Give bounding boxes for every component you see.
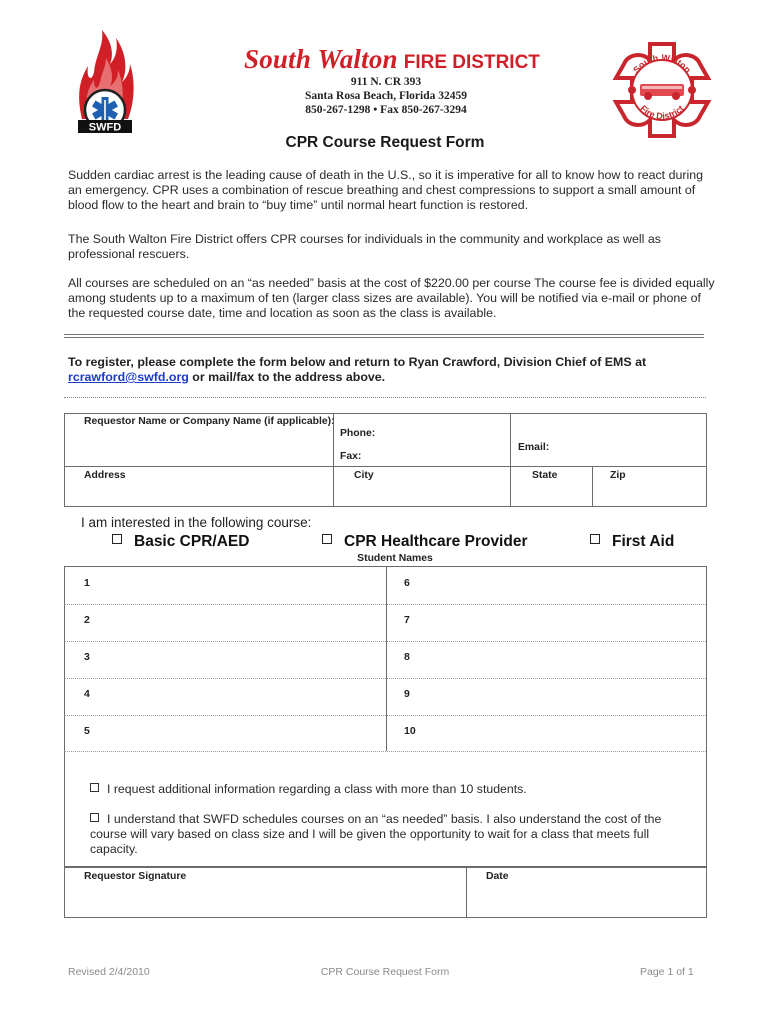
email-field[interactable] <box>552 440 702 454</box>
date-label: Date <box>486 871 509 882</box>
brand-script: South Walton <box>244 44 398 74</box>
city-field[interactable] <box>338 484 508 504</box>
student-name-field-1[interactable] <box>98 570 382 602</box>
fire-district-badge <box>612 40 712 140</box>
ack-understand[interactable] <box>90 812 700 857</box>
option-cpr-healthcare[interactable] <box>322 533 528 551</box>
student-row-line-5 <box>64 751 706 752</box>
student-name-field-10[interactable] <box>420 718 702 749</box>
date-field[interactable] <box>482 886 702 914</box>
email-label: Email: <box>518 442 550 453</box>
state-label: State <box>532 470 558 481</box>
student-name-field-2[interactable] <box>98 607 382 639</box>
option-first-aid[interactable] <box>590 533 674 551</box>
phone-label: Phone: <box>340 428 376 439</box>
student-row-line-2 <box>64 641 706 642</box>
address-line-3: 850-267-1298 • Fax 850-267-3294 <box>305 104 467 116</box>
logo-text: SWFD <box>88 121 122 134</box>
zip-label: Zip <box>610 470 626 481</box>
student-name-field-7[interactable] <box>420 607 702 639</box>
register-instructions <box>68 355 718 385</box>
student-name-field-5[interactable] <box>98 718 382 749</box>
student-name-field-6[interactable] <box>420 570 702 602</box>
address-line-2: Santa Rosa Beach, Florida 32459 <box>305 90 467 102</box>
dotted-divider <box>64 397 706 398</box>
intro-paragraph-1: Sudden cardiac arrest is the leading cause of death in the U.S., so it is imperative for all to know how to react during an emergency. CPR uses a combination of rescue breathing and chest compressions to support a small amount of blood flow to the heart and brain to “buy time” until normal heart function is restored. <box>68 168 704 212</box>
fax-field[interactable] <box>366 449 506 463</box>
student-number-2: 2 <box>84 614 90 626</box>
badge-bottom-text: Fire District <box>638 103 686 122</box>
phone-field[interactable] <box>376 426 506 440</box>
footer-page: Page 1 of 1 <box>640 966 694 978</box>
register-text-before: To register, please complete the form below and return to Ryan Crawford, Division Chief of EMS at <box>68 355 647 369</box>
cpr-healthcare-checkbox[interactable] <box>322 534 332 544</box>
address-label: Address <box>84 470 126 481</box>
register-email-link[interactable]: rcrawford@swfd.org <box>68 370 189 384</box>
first-aid-checkbox[interactable] <box>590 534 600 544</box>
student-number-10: 10 <box>404 725 416 737</box>
ack-more-info[interactable] <box>90 782 700 797</box>
brand-suffix: FIRE DISTRICT <box>403 52 540 73</box>
understand-text: I understand that SWFD schedules courses on an “as needed” basis. I also understand the cost of the course will vary based on class size and I will be given the opportunity to wait for a class that meets full capacity. <box>90 812 662 856</box>
swfd-logo <box>74 24 136 134</box>
student-number-3: 3 <box>84 651 90 663</box>
section-divider <box>64 334 704 338</box>
requestor-name-field[interactable] <box>82 430 330 464</box>
basic-cpr-label: Basic CPR/AED <box>134 533 250 550</box>
requestor-divider-3 <box>592 466 593 506</box>
basic-cpr-checkbox[interactable] <box>112 534 122 544</box>
student-number-4: 4 <box>84 688 90 700</box>
signature-field[interactable] <box>80 886 462 914</box>
student-row-line-3 <box>64 678 706 679</box>
understand-checkbox[interactable] <box>90 813 99 822</box>
footer-revised: Revised 2/4/2010 <box>68 966 150 978</box>
city-label: City <box>354 470 374 481</box>
signature-divider <box>466 866 467 918</box>
first-aid-label: First Aid <box>612 533 675 550</box>
fax-label: Fax: <box>340 451 362 462</box>
state-field[interactable] <box>514 484 590 504</box>
student-number-5: 5 <box>84 725 90 737</box>
student-name-field-4[interactable] <box>98 681 382 713</box>
signature-label: Requestor Signature <box>84 871 187 882</box>
intro-paragraph-2: The South Walton Fire District offers CPR courses for individuals in the community and workplace as well as professional rescuers. <box>68 232 661 261</box>
zip-field[interactable] <box>596 484 702 504</box>
badge-top-text: South Walton <box>631 52 693 75</box>
requestor-name-label: Requestor Name or Company Name (if applicable): <box>84 416 335 427</box>
students-column-divider <box>386 566 387 751</box>
address-line-1: 911 N. CR 393 <box>350 76 422 88</box>
requestor-row-line <box>64 466 706 467</box>
student-names-header: Student Names <box>357 553 433 564</box>
student-row-line-1 <box>64 604 706 605</box>
more-info-checkbox[interactable] <box>90 783 99 792</box>
student-name-field-8[interactable] <box>420 644 702 676</box>
cpr-healthcare-label: CPR Healthcare Provider <box>344 533 528 550</box>
student-number-8: 8 <box>404 651 410 663</box>
page-title: CPR Course Request Form <box>285 134 485 151</box>
address-field[interactable] <box>82 484 330 504</box>
student-number-1: 1 <box>84 577 90 589</box>
student-row-line-4 <box>64 715 706 716</box>
student-name-field-9[interactable] <box>420 681 702 713</box>
footer-title: CPR Course Request Form <box>320 966 450 978</box>
brand-name <box>244 44 540 75</box>
register-text-after: or mail/fax to the address above. <box>188 370 386 384</box>
student-number-6: 6 <box>404 577 410 589</box>
course-interest-label: I am interested in the following course: <box>81 515 312 530</box>
student-number-9: 9 <box>404 688 410 700</box>
requestor-divider-2 <box>510 413 511 506</box>
more-info-text: I request additional information regarding a class with more than 10 students. <box>107 782 527 796</box>
option-basic-cpr[interactable] <box>112 533 249 551</box>
student-name-field-3[interactable] <box>98 644 382 676</box>
student-number-7: 7 <box>404 614 410 626</box>
intro-paragraph-3: All courses are scheduled on an “as needed” basis at the cost of $220.00 per course The course fee is divided equally among students up to a maximum of ten (larger class sizes are available). You will be notified via e-mail or phone of the requested course date, time and location as soon as the class is available. <box>68 276 715 320</box>
